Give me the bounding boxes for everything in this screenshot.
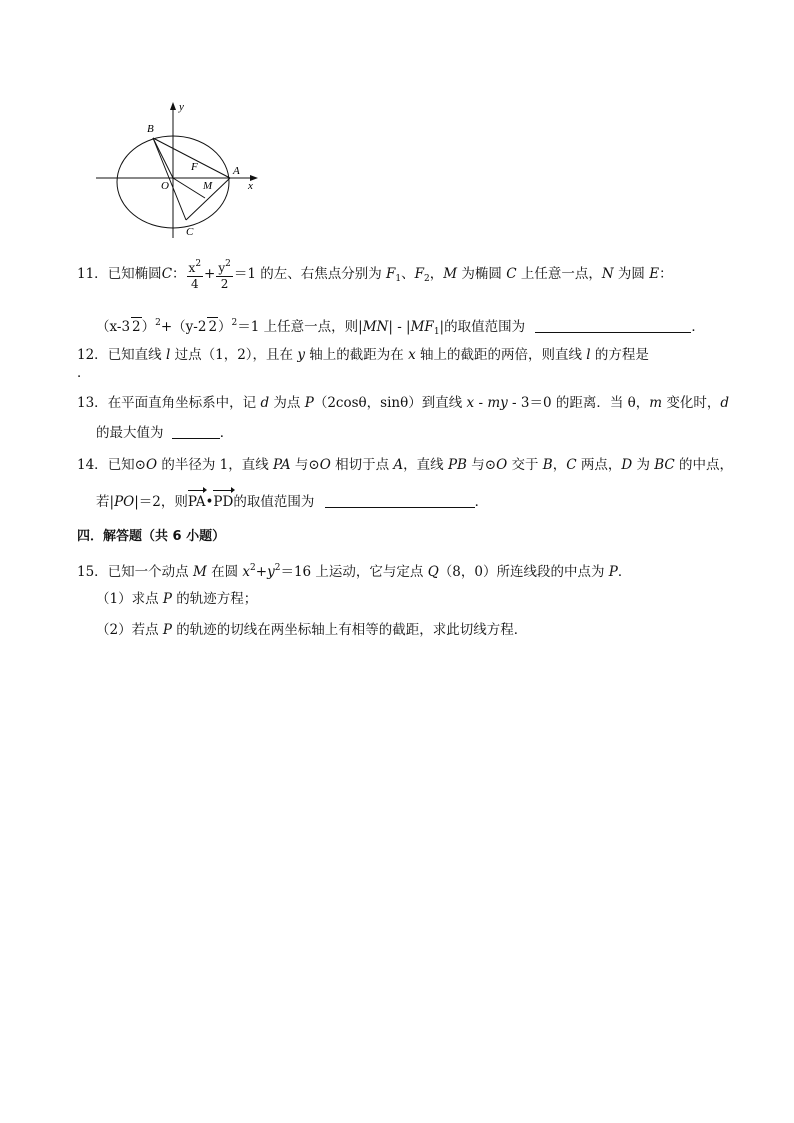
q11-var: C xyxy=(161,266,173,282)
q11-sub: 1 xyxy=(433,327,440,337)
q14-var: O xyxy=(146,457,158,473)
segment-BO xyxy=(153,138,173,178)
sqrt-2 xyxy=(131,317,142,336)
q15-text: 的轨迹的切线在两坐标轴上有相等的截距，求此切线方程． xyxy=(171,622,528,638)
q14-var: O xyxy=(319,457,331,473)
q11-text: | - | xyxy=(388,319,411,335)
q12-var: l xyxy=(165,347,171,363)
q14-var: PB xyxy=(447,457,467,473)
q14-var: C xyxy=(566,457,577,473)
q13-text: （2cosθ，sinθ）到直线 xyxy=(313,395,467,411)
q14-text: 交于 xyxy=(507,457,543,473)
sqrt-radicand: 2 xyxy=(208,319,218,335)
q11-var: F xyxy=(386,266,396,282)
frac-num: x xyxy=(188,261,196,275)
q15-text: 在圆 xyxy=(206,564,243,580)
q11-var: MN xyxy=(362,319,389,335)
label-B: B xyxy=(147,123,154,135)
q11-text: 已知椭圆 xyxy=(107,266,162,282)
q14-var: A xyxy=(393,457,404,473)
fraction-x2-4 xyxy=(187,257,204,292)
q11-exp: 2 xyxy=(155,318,161,328)
q15-number: 15． xyxy=(77,564,108,580)
q11-text: （x-3 xyxy=(96,319,131,335)
q14-text: 若| xyxy=(96,494,115,510)
q13-text: - 3＝0 的距离．当 θ， xyxy=(507,395,650,411)
q12-number: 12． xyxy=(77,347,108,363)
q11-text: 上任意一点， xyxy=(516,266,602,282)
y-axis-arrow xyxy=(170,102,176,110)
q14-var: O xyxy=(496,457,508,473)
label-A: A xyxy=(233,165,240,177)
q12-line2 xyxy=(77,364,91,382)
q12-var: l xyxy=(586,347,591,363)
q12-text: 轴上的截距的两倍，则直线 xyxy=(415,347,587,363)
q11-text: ， xyxy=(429,266,444,282)
q11-line2 xyxy=(96,314,705,341)
q14-var: PO xyxy=(114,494,135,510)
q15-var: Q xyxy=(427,564,439,580)
q11-number: 11． xyxy=(77,266,108,282)
q12-var: y xyxy=(297,347,305,363)
frac-exp: 2 xyxy=(225,259,231,269)
q11-text: ： xyxy=(659,266,673,282)
q15-text: + xyxy=(255,564,268,580)
q14-text: 的半径为 1，直线 xyxy=(157,457,274,473)
q11-var: N xyxy=(601,266,614,282)
q15-var: x xyxy=(242,564,251,580)
segment-BC xyxy=(153,138,186,220)
q13-text: - xyxy=(474,395,488,411)
q14-text: 相切于点 xyxy=(330,457,394,473)
q11-var: F xyxy=(414,266,425,282)
q14-text: 与⊙ xyxy=(290,457,320,473)
q15-text: 的轨迹方程； xyxy=(171,591,258,607)
q14-text: 的取值范围为 xyxy=(233,494,319,510)
q11-var: C xyxy=(506,266,517,282)
q13-var: P xyxy=(304,395,314,411)
q14-text: ，直线 xyxy=(403,457,448,473)
q12-text: 轴上的截距为在 xyxy=(304,347,409,363)
q15-text: ． xyxy=(617,564,632,580)
q15-text: ＝16 上运动，它与定点 xyxy=(280,564,428,580)
q11-line1 xyxy=(77,256,673,297)
q15-var: M xyxy=(192,564,207,580)
q11-text: ） xyxy=(141,319,156,335)
q15-text: （1）求点 xyxy=(96,591,163,607)
q12-end: ． xyxy=(77,365,91,381)
q12-line1 xyxy=(77,346,649,364)
q11-text: 为圆 xyxy=(613,266,650,282)
q13-text: 的最大值为 xyxy=(96,425,168,441)
q11-sub: 2 xyxy=(424,274,430,284)
q15-var: P xyxy=(608,564,618,580)
q15-text: 已知一个动点 xyxy=(107,564,193,580)
q14-var: D xyxy=(621,457,633,473)
q13-var: m xyxy=(649,395,663,411)
q13-var: d xyxy=(260,395,270,411)
q11-text: ＝1 上任意一点，则| xyxy=(237,319,363,335)
q11-exp: 2 xyxy=(231,318,238,328)
q11-text: ： xyxy=(172,266,186,282)
fraction-y2-2 xyxy=(216,257,233,292)
answer-blank[interactable] xyxy=(325,495,475,508)
label-x: x xyxy=(248,180,253,192)
q14-text: 与⊙ xyxy=(466,457,497,473)
answer-blank[interactable] xyxy=(535,320,691,333)
q13-text: 在平面直角坐标系中，记 xyxy=(107,395,261,411)
q11-sub: 1 xyxy=(395,274,402,284)
q13-var: d xyxy=(720,395,730,411)
q15-text: （8，0）所连线段的中点为 xyxy=(438,564,609,580)
section-heading: 四．解答题（共 6 小题） xyxy=(77,529,226,544)
q13-line2 xyxy=(96,424,233,442)
q12-text: 过点（1，2），且在 xyxy=(170,347,298,363)
q15-text: （2）若点 xyxy=(96,622,163,638)
q14-number: 14． xyxy=(77,457,108,473)
q11-text: |的取值范围为 xyxy=(439,319,530,335)
q15-exp: 2 xyxy=(274,563,281,573)
q11-var: M xyxy=(443,266,458,282)
q14-end: ． xyxy=(474,494,489,510)
q11-text: 、 xyxy=(401,266,415,282)
q12-text: 已知直线 xyxy=(107,347,166,363)
q14-var: PA xyxy=(273,457,291,473)
q15-exp: 2 xyxy=(250,563,256,573)
q11-text: +（y-2 xyxy=(160,319,207,335)
q14-text: 为 xyxy=(632,457,655,473)
vector-PA: PA xyxy=(187,494,206,510)
q11-var: MF xyxy=(410,319,434,335)
q13-number: 13． xyxy=(77,395,108,411)
q15-line1 xyxy=(77,559,631,581)
q14-text: ， xyxy=(552,457,567,473)
q13-text: 变化时， xyxy=(662,395,721,411)
q15-sub2 xyxy=(96,621,527,639)
q11-text: ＝1 的左、右焦点分别为 xyxy=(233,266,387,282)
label-y: y xyxy=(179,101,184,113)
q13-var: my xyxy=(487,395,508,411)
sqrt-radicand: 2 xyxy=(132,319,141,335)
label-F: F xyxy=(191,161,198,173)
vector-PD: PD xyxy=(213,494,234,510)
q14-text: 已知⊙ xyxy=(107,457,146,473)
q15-var: y xyxy=(267,564,275,580)
label-C: C xyxy=(186,226,194,238)
q15-var: P xyxy=(162,591,172,607)
q11-text: 为椭圆 xyxy=(457,266,507,282)
q14-text: 两点， xyxy=(576,457,622,473)
q15-sub1 xyxy=(96,590,257,608)
q12-var: x xyxy=(408,347,416,363)
q12-text: 的方程是 xyxy=(590,347,649,363)
q14-var: BC xyxy=(654,457,675,473)
frac-den: 2 xyxy=(220,277,229,291)
q14-line1 xyxy=(77,456,733,474)
answer-blank[interactable] xyxy=(172,426,220,439)
q13-text: 为点 xyxy=(269,395,305,411)
label-O: O xyxy=(161,180,169,192)
q13-line1 xyxy=(77,394,729,412)
frac-den: 4 xyxy=(190,277,199,291)
frac-num: y xyxy=(218,261,226,275)
frac-exp: 2 xyxy=(195,259,202,269)
q14-var: B xyxy=(542,457,553,473)
dot-operator: • xyxy=(205,494,214,510)
sqrt-2 xyxy=(207,317,218,336)
q13-end: ． xyxy=(219,425,234,441)
label-M: M xyxy=(203,180,213,192)
q14-line2 xyxy=(96,493,488,511)
q11-plus: + xyxy=(204,266,216,282)
q11-end: ． xyxy=(691,319,705,335)
q15-var: P xyxy=(162,622,172,638)
ellipse-figure xyxy=(90,96,270,241)
q14-text: |＝2，则 xyxy=(134,494,188,510)
q11-var: E xyxy=(649,266,660,282)
q13-var: x xyxy=(466,395,475,411)
q11-text: ） xyxy=(218,319,232,335)
q14-text: 的中点， xyxy=(674,457,734,473)
segment-OM xyxy=(173,178,205,198)
